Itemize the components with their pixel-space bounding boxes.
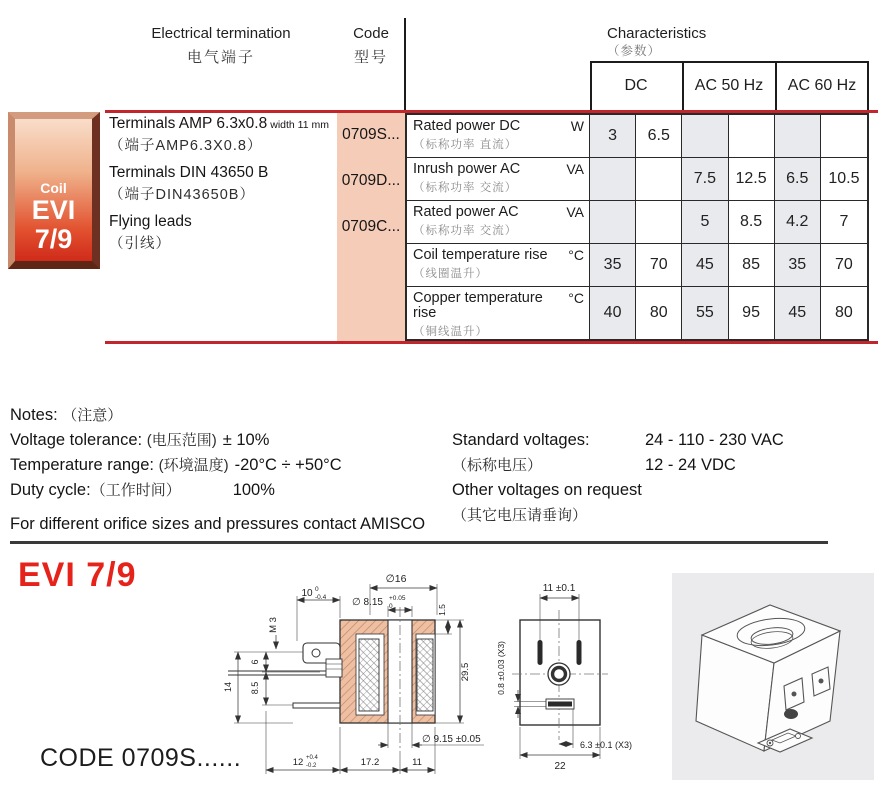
spec-value-cell: 85 [729, 244, 775, 287]
column-tick-1 [590, 61, 592, 111]
dim-6-3: 6.3 ±0.1 (X3) [580, 740, 632, 750]
termination-item-amp [109, 116, 335, 154]
dim-11-01: 11 ±0.1 [542, 583, 576, 594]
spec-label-cell [407, 287, 590, 339]
badge-model-label: EVI [31, 195, 76, 226]
spec-label-cn: （标称功率 直流） [413, 139, 518, 152]
spec-value-cell [590, 158, 636, 201]
termination-amp-en: Terminals AMP 6.3x0.8 [109, 115, 268, 132]
spec-label: Rated power AC [413, 203, 519, 220]
code-0709s: 0709S... [342, 126, 400, 143]
core-hole [388, 620, 412, 723]
spec-unit: VA [566, 160, 584, 177]
dim-dia815: ∅ 8.15 [352, 597, 383, 608]
dim-0-8: 0.8 ±0.03 (X3) [496, 641, 506, 695]
dim-10-tol-top: 0 [315, 586, 319, 593]
bracket-hole-2 [796, 734, 801, 739]
note-temperature-range-value: -20°C ÷ +50°C [234, 456, 342, 474]
column-header-dc: DC [624, 77, 648, 94]
other-voltages-en: Other voltages on request [452, 481, 642, 499]
coil-isometric-drawing [672, 573, 874, 780]
spec-value-cell [590, 201, 636, 244]
dim-29-5: 29.5 [460, 662, 471, 682]
note-voltage-tolerance-en: Voltage tolerance: [10, 431, 143, 449]
termination-leads-en: Flying leads [109, 213, 192, 230]
dim-8-5: 8.5 [250, 681, 260, 695]
dim-m3: M 3 [268, 617, 279, 633]
spec-value-cell: 7.5 [682, 158, 728, 201]
column-tick-2 [682, 61, 684, 111]
notes-title-cn: （注意） [62, 407, 123, 424]
spec-value-cell: 8.5 [729, 201, 775, 244]
header-characteristics-cn: （参数） [607, 44, 662, 58]
dim-10-tol-bot: -0.4 [315, 594, 327, 601]
spec-value-cell: 95 [729, 287, 775, 339]
dim-dia16: ∅16 [385, 573, 407, 585]
note-voltage-tolerance-value: ± 10% [222, 431, 270, 449]
spec-label-cell [407, 115, 590, 158]
section-divider [10, 541, 828, 544]
characteristics-table [405, 113, 869, 341]
spec-value-cell: 10.5 [821, 158, 867, 201]
spec-value-cell: 3 [590, 115, 636, 158]
spec-value-cell [775, 115, 821, 158]
termination-column [105, 113, 337, 341]
bottom-slot [548, 702, 572, 707]
spec-value-cell: 7 [821, 201, 867, 244]
table-bottom-red-rule [105, 341, 878, 344]
spec-unit: °C [568, 289, 584, 306]
contact-note: For different orifice sizes and pressures contact AMISCO [10, 515, 426, 533]
center-hole-inner [553, 668, 566, 681]
badge-coil-label: Coil [40, 180, 67, 197]
notes-title-en: Notes: [10, 406, 58, 424]
spec-value-cell [682, 115, 728, 158]
spec-unit: W [570, 118, 584, 134]
header-divider-line [404, 18, 406, 110]
m3-screw [326, 659, 342, 677]
termination-amp-note: width 11 mm [270, 119, 329, 131]
coil-badge-inner [15, 119, 92, 261]
standard-voltages-row [452, 428, 784, 453]
header-characteristics [607, 26, 869, 58]
dim-dia815-tol-bot: 0 [389, 603, 393, 610]
mounting-bracket [293, 703, 340, 708]
note-voltage-tolerance-cn: (电压范围) [146, 432, 217, 449]
dim-12-tol-bot: -0.2 [306, 763, 317, 769]
spec-label: Rated power DC [413, 118, 521, 134]
dim-1-5: 1.5 [437, 604, 447, 616]
note-duty-cycle-en: Duty cycle: [10, 481, 91, 499]
spec-value-cell: 80 [835, 303, 853, 321]
spec-value-cell [729, 115, 775, 158]
spec-label-cell [407, 158, 590, 201]
dim-12: 12 [292, 757, 304, 768]
spec-value-cell [821, 115, 867, 158]
termination-din-cn: （端子DIN43650B） [109, 187, 255, 203]
spec-label-cell [407, 244, 590, 287]
header-electrical-termination-en: Electrical termination [151, 25, 291, 42]
note-temperature-range [10, 453, 425, 478]
dim-dia815-tol-top: +0.05 [389, 595, 406, 602]
other-voltages-cn: （其它电压请垂询） [452, 507, 588, 524]
terminal-tab-hole-right [819, 679, 824, 684]
code-0709d: 0709D... [341, 172, 401, 189]
badge-size-label: 7/9 [34, 223, 73, 254]
spec-label: Coil temperature rise [413, 246, 548, 263]
standard-voltages-vdc: 12 - 24 VDC [645, 456, 736, 474]
header-code-en: Code [353, 25, 389, 42]
header-code-cn: 型号 [353, 49, 388, 66]
spec-label: Inrush power AC [413, 160, 521, 177]
dim-22: 22 [554, 761, 566, 772]
spec-value-cell: 45 [682, 244, 728, 287]
standard-voltages-cn-row [452, 453, 784, 478]
notes-title-line [10, 403, 425, 428]
note-duty-cycle-value: 100% [232, 481, 275, 499]
spec-label-cell [407, 201, 590, 244]
column-tick-4 [867, 61, 869, 111]
spec-value-cell: 4.2 [775, 201, 821, 244]
standard-voltages-label: Standard voltages: [452, 431, 590, 449]
section-heading: EVI 7/9 [18, 556, 137, 594]
header-characteristics-en: Characteristics [607, 25, 707, 42]
dim-12-tol-top: +0.4 [306, 755, 318, 761]
terminal-slot-left [538, 640, 543, 665]
dim-14: 14 [223, 681, 233, 693]
dim-11: 11 [412, 757, 422, 768]
column-tick-3 [775, 61, 777, 111]
spec-value-cell: 80 [636, 287, 682, 339]
standard-voltages-cn: （标称电压） [452, 457, 543, 474]
spec-value-cell: 70 [821, 244, 867, 287]
column-header-ac50: AC 50 Hz [694, 77, 764, 94]
note-temperature-range-cn: (环境温度) [158, 457, 229, 474]
spec-value-cell: 55 [682, 287, 728, 339]
termination-item-flying-leads [109, 214, 335, 252]
spec-value-cell: 6.5 [636, 115, 682, 158]
termination-leads-cn: （引线） [109, 236, 171, 252]
winding-left [359, 639, 379, 711]
dim-6: 6 [250, 659, 260, 665]
column-header-ac60: AC 60 Hz [787, 77, 857, 94]
spec-value-cell [636, 158, 682, 201]
spec-value-cell: 45 [775, 287, 821, 339]
coil-front-view-drawing [490, 578, 675, 783]
header-electrical-termination-cn: 电气端子 [186, 49, 255, 66]
code-caption: CODE 0709S...... [40, 744, 242, 772]
note-duty-cycle [10, 478, 425, 503]
spec-value-cell: 12.5 [729, 158, 775, 201]
spec-label-cn: （标称功率 交流） [413, 182, 518, 195]
spec-label: Copper temperature rise [413, 289, 543, 321]
winding-right [417, 639, 433, 711]
dim-10: 10 [301, 588, 313, 599]
note-duty-cycle-cn: （工作时间） [90, 482, 181, 499]
header-electrical-termination [105, 26, 337, 65]
spec-value-cell: 40 [590, 287, 636, 339]
header-code [337, 26, 405, 65]
note-voltage-tolerance [10, 428, 425, 453]
notes-block [10, 403, 425, 537]
note-temperature-range-en: Temperature range: [10, 456, 154, 474]
dim-17-2: 17.2 [360, 757, 380, 768]
termination-item-din [109, 165, 335, 203]
terminal-sleeve [784, 709, 798, 719]
code-column [337, 113, 405, 341]
code-0709c: 0709C... [341, 218, 401, 235]
termination-amp-cn: （端子AMP6.3X0.8） [109, 138, 263, 154]
bracket-hole-1-center [769, 742, 771, 744]
terminal-tab-hole-left [792, 692, 797, 697]
spec-value-cell: 35 [590, 244, 636, 287]
voltages-block [452, 428, 784, 528]
spec-value-cell: 6.5 [775, 158, 821, 201]
terminal-slot-right [577, 640, 582, 665]
termination-din-en: Terminals DIN 43650 B [109, 164, 269, 181]
standard-voltages-vac: 24 - 110 - 230 VAC [645, 431, 784, 449]
spec-unit: °C [568, 246, 584, 263]
dim-dia915: ∅ 9.15 ±0.05 [422, 734, 481, 745]
spec-label-cn: （标称功率 交流） [413, 225, 518, 237]
spec-unit: VA [566, 203, 584, 220]
coil-badge [8, 112, 100, 269]
coil-cross-section-drawing [220, 555, 520, 785]
spec-label-cn: （铜线温升） [413, 326, 488, 338]
spec-value-cell: 5 [682, 201, 728, 244]
spec-value-cell: 70 [636, 244, 682, 287]
terminal-tab-hole [312, 649, 320, 657]
spec-value-cell [636, 201, 682, 244]
spec-label-cn: （线圈温升） [413, 267, 488, 280]
spec-value-cell: 35 [775, 244, 821, 287]
